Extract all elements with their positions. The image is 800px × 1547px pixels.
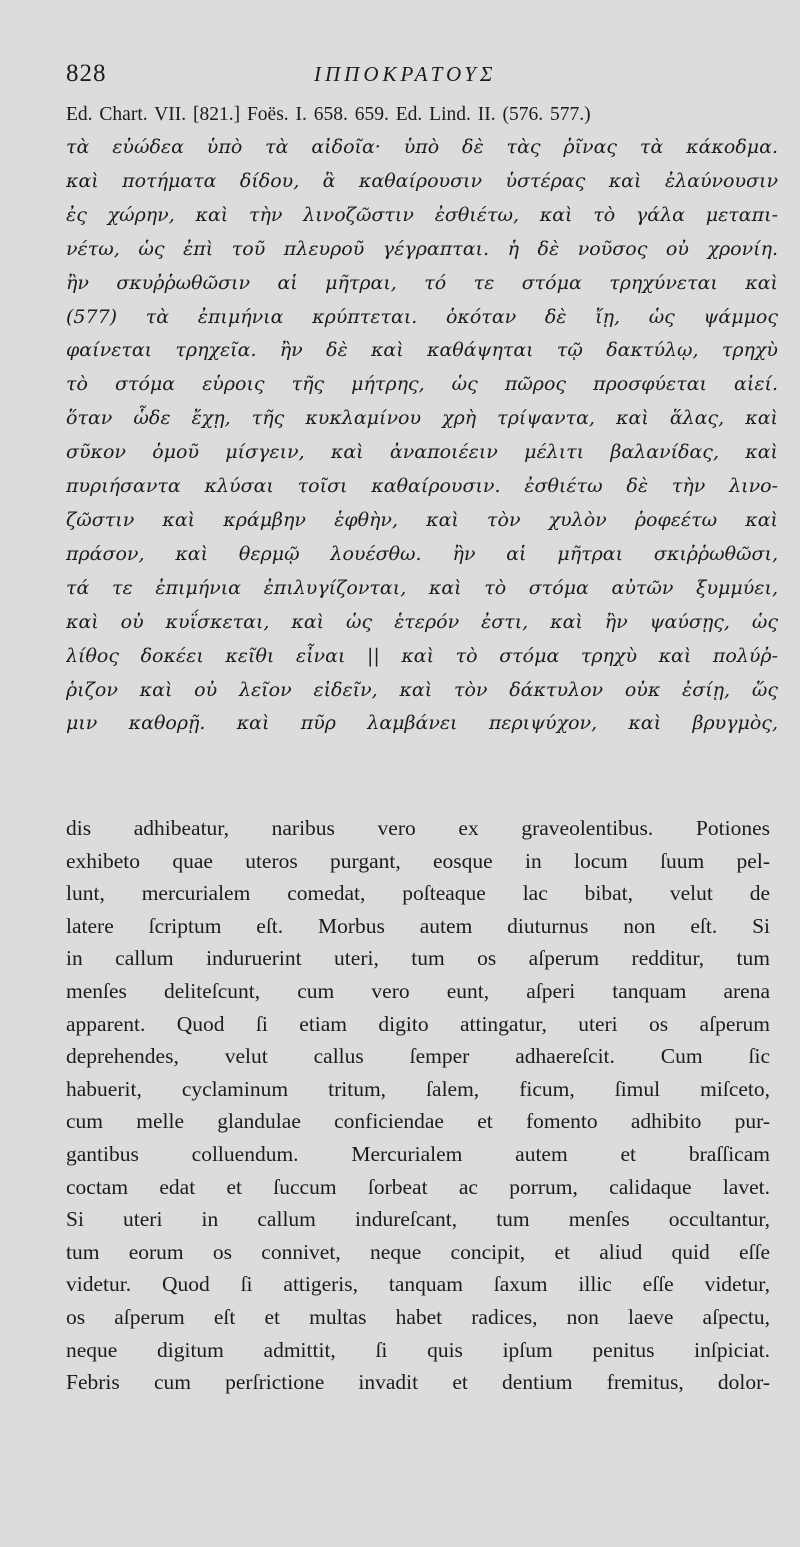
latin-line: dis adhibeatur, naribus vero ex graveolentibus. Potiones bbox=[66, 816, 770, 840]
latin-line: menſes deliteſcunt, cum vero eunt, aſperi tanquam arena bbox=[66, 978, 770, 1003]
latin-line: habuerit, cyclaminum tritum, ſalem, ficum, ſimul miſceto, bbox=[66, 1076, 770, 1101]
greek-line: ῥιζον καὶ οὐ λεῖον εἰδεῖν, καὶ τὸν δάκτυλον οὐκ ἐσίῃ, ὥς bbox=[66, 678, 778, 701]
greek-line: σῦκον ὁμοῦ μίσγειν, καὶ ἀναποιέειν μέλιτι βαλανίδας, καὶ bbox=[66, 441, 778, 464]
latin-line: tum eorum os connivet, neque concipit, et aliud quid eſſe bbox=[66, 1239, 770, 1264]
greek-line: φαίνεται τρηχεῖα. ἢν δὲ καὶ καθάψηται τῷ δακτύλῳ, τρηχὺ bbox=[66, 339, 778, 362]
greek-line: ἢν σκυῤῥωθῶσιν αἱ μῆτραι, τό τε στόμα τρηχύνεται καὶ bbox=[66, 271, 778, 294]
latin-line: deprehendes, velut callus ſemper adhaereſcit. Cum ſic bbox=[66, 1044, 770, 1069]
latin-text-block bbox=[66, 812, 770, 1399]
greek-line: ὅταν ὧδε ἔχῃ, τῆς κυκλαμίνου χρὴ τρίψαντα, καὶ ἅλας, καὶ bbox=[66, 407, 778, 430]
latin-line: neque digitum admittit, ſi quis ipſum penitus inſpiciat. bbox=[66, 1337, 770, 1362]
latin-line: latere ſcriptum eſt. Morbus autem diuturnus non eſt. Si bbox=[66, 913, 770, 938]
greek-line: ζῶστιν καὶ κράμβην ἑφθὴν, καὶ τὸν χυλὸν ῥοφεέτω καὶ bbox=[66, 508, 778, 531]
edition-reference: Ed. Chart. VII. [821.] Foës. I. 658. 659. Ed. Lind. II. (576. 577.) bbox=[66, 104, 591, 125]
page-number: 828 bbox=[66, 60, 107, 87]
greek-line: τά τε ἐπιμήνια ἐπιλυγίζονται, καὶ τὸ στόμα αὐτῶν ξυμμύει, bbox=[66, 576, 778, 599]
greek-line: πράσον, καὶ θερμῷ λουέσθω. ἢν αἱ μῆτραι σκιῤῥωθῶσι, bbox=[66, 542, 778, 565]
latin-line: videtur. Quod ſi attigeris, tanquam ſaxum illic eſſe videtur, bbox=[66, 1272, 770, 1297]
latin-line: gantibus colluendum. Mercurialem autem et braſſicam bbox=[66, 1141, 770, 1166]
greek-line: καὶ οὐ κυΐσκεται, καὶ ὡς ἑτερόν ἐστι, καὶ ἢν ψαύσῃς, ὡς bbox=[66, 610, 778, 633]
greek-line: τὸ στόμα εὑροις τῆς μήτρης, ὡς πῶρος προσφύεται αἰεί. bbox=[66, 373, 778, 396]
latin-line: exhibeto quae uteros purgant, eosque in locum ſuum pel- bbox=[66, 848, 770, 873]
running-title: ΙΠΠΟΚΡΑΤΟΥΣ bbox=[314, 62, 497, 86]
latin-line: Si uteri in callum indureſcant, tum menſes occultantur, bbox=[66, 1207, 770, 1232]
latin-line: os aſperum eſt et multas habet radices, non laeve aſpectu, bbox=[66, 1304, 770, 1329]
greek-text-block bbox=[66, 131, 778, 741]
greek-line: (577) τὰ ἐπιμήνια κρύπτεται. ὁκόταν δὲ ἴῃ, ὡς ψάμμος bbox=[66, 305, 778, 328]
greek-line: πυριήσαντα κλύσαι τοῖσι καθαίρουσιν. ἐσθιέτω δὲ τὴν λινο- bbox=[66, 475, 778, 498]
greek-line: τὰ εὐώδεα ὑπὸ τὰ αἰδοῖα· ὑπὸ δὲ τὰς ῥῖνας τὰ κάκοδμα. bbox=[66, 136, 778, 158]
greek-line: λίθος δοκέει κεῖθι εἶναι || καὶ τὸ στόμα τρηχὺ καὶ πολύῤ- bbox=[66, 644, 778, 667]
greek-line: καὶ ποτήματα δίδου, ἃ καθαίρουσιν ὑστέρας καὶ ἐλαύνουσιν bbox=[66, 169, 778, 192]
greek-line: ἐς χώρην, καὶ τὴν λινοζῶστιν ἐσθιέτω, καὶ τὸ γάλα μεταπι- bbox=[66, 203, 778, 226]
latin-line: apparent. Quod ſi etiam digito attingatur, uteri os aſperum bbox=[66, 1011, 770, 1036]
greek-line: μιν καθορῇ. καὶ πῦρ λαμβάνει περιψύχον, καὶ βρυγμὸς, bbox=[66, 712, 778, 735]
page-header bbox=[66, 58, 770, 94]
latin-line: in callum induruerint uteri, tum os aſperum redditur, tum bbox=[66, 946, 770, 971]
latin-line: lunt, mercurialem comedat, poſteaque lac bibat, velut de bbox=[66, 881, 770, 906]
latin-line: cum melle glandulae conficiendae et fomento adhibito pur- bbox=[66, 1109, 770, 1134]
latin-line: Febris cum perſrictione invadit et dentium fremitus, dolor- bbox=[66, 1370, 770, 1395]
latin-line: coctam edat et ſuccum ſorbeat ac porrum, calidaque lavet. bbox=[66, 1174, 770, 1199]
greek-line: νέτω, ὡς ἐπὶ τοῦ πλευροῦ γέγραπται. ἡ δὲ νοῦσος οὐ χρονίη. bbox=[66, 237, 778, 260]
